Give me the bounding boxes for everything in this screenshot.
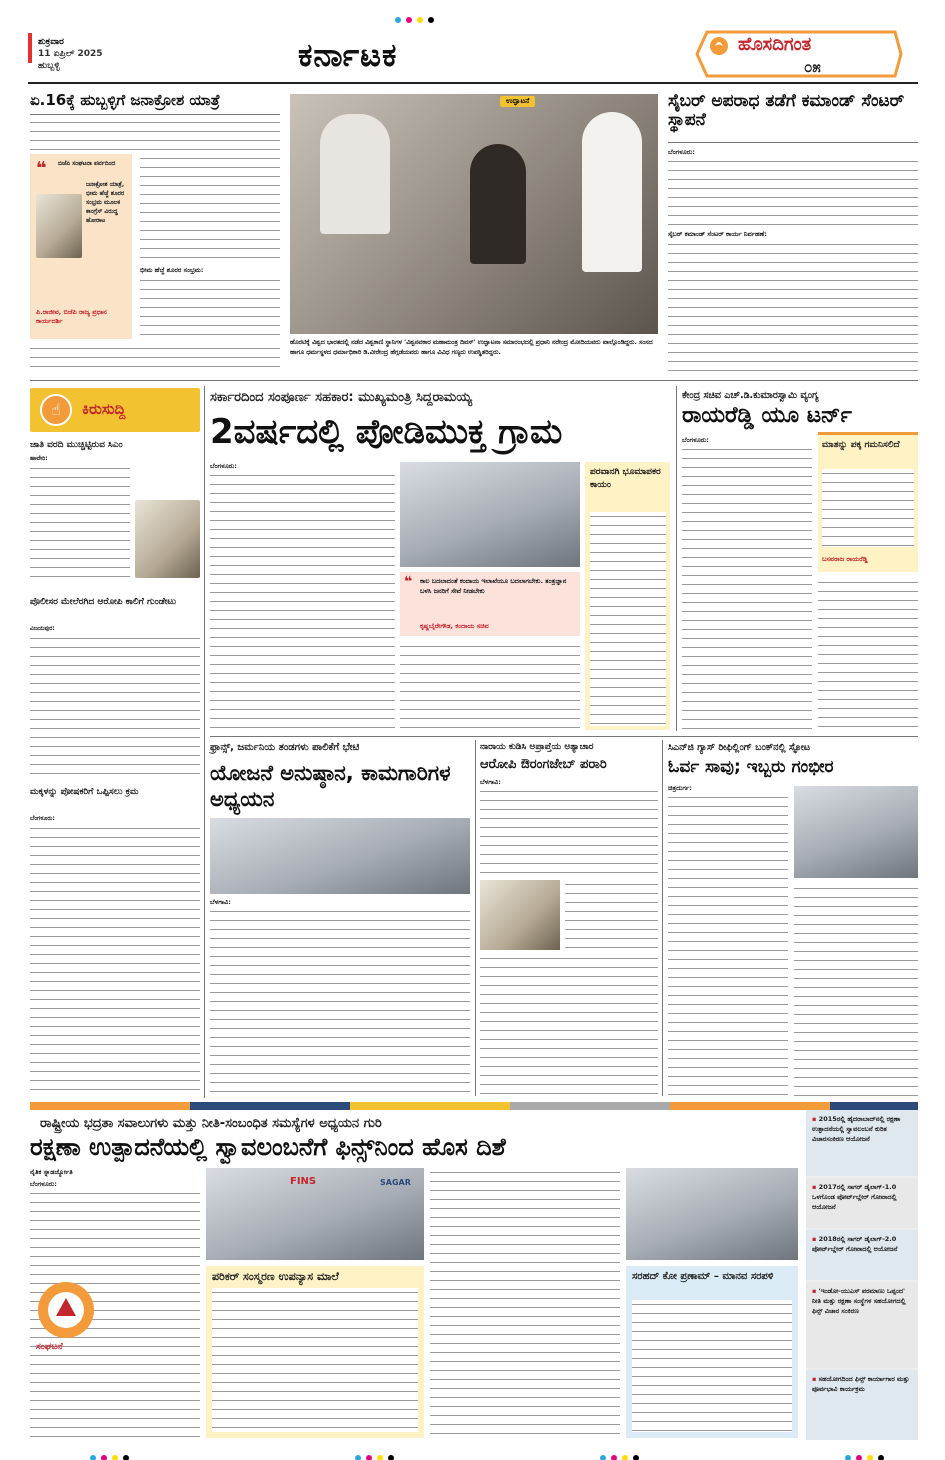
kirusuddi-item-1-headline: ಜಾತಿ ವರದಿ ಮುಚ್ಚಿಟ್ಟಿರುವ ಸಿಎಂ [30,440,123,450]
masthead-date [38,36,103,72]
gram-quote-box [400,572,580,636]
aurang-body-3 [480,954,658,1096]
column-divider [662,740,663,1096]
fins-dateline: ಬೆಂಗಳೂರು: [30,1180,57,1188]
cng-kicker: ಸಿಎನ್‌ಜಿ ಗ್ಯಾಸ್ ರೀಫಿಲ್ಲಿಂಗ್ ಬಂಕ್‌ನಲ್ಲಿ ಸ್ಫೋಟ [668,742,811,753]
masthead-city: ಹುಬ್ಬಳ್ಳಿ [38,61,60,71]
sanghatane-logo [36,1280,96,1340]
section-stripe [30,1102,918,1110]
column-divider [475,740,476,1096]
aurang-dateline: ಬೆಳಗಾವಿ: [480,778,501,786]
timeline-item-text: 'ಇಂಡೋ-ಯುಎಸ್ ಪರಮಾಣು ಒಪ್ಪಂದ' ನೀತಿ ಮತ್ತು ರಕ್ಷಣಾ ಸಂಸ್ಥೆಗಳ ಸಹಯೋಗದಲ್ಲಿ ಫಿನ್ಸ್ ವಿಚಾರ ಸಂಕಿರಣ [812,1287,906,1315]
row-divider [210,736,918,737]
timeline-item [806,1178,918,1228]
masthead-accent-bar [28,33,32,63]
photo-figure [320,114,390,234]
hubli-headline: ಏ.16ಕ್ಕೆ ಹುಬ್ಬಳ್ಳಿಗೆ ಜನಾಕ್ರೋಶ ಯಾತ್ರೆ [30,91,220,109]
lead-photo-caption: ಹೊರಟಿಕ್ಕೆ ವಿಶ್ವದ ಭಾರತದಲ್ಲಿ ನಡೆದ ವಿಶ್ವಕಾಣಿ ಸ್ಥಾನಿಗಳ 'ವಿಶ್ವನವಕಾರ ಮಹಾಮಂತ್ರ ದಿವಸ್' ಉದ್ಘಾಟನಾ ಸಮಾರಂಭದಲ್ಲಿ ಪ್ರಧಾನಿ ನರೇಂದ್ರ ಮೋದಿಯವರು ಪಾಲ್ಗೊಂಡಿದ್ದರು. ಸಂಸದ ಹಾಗೂ ಧರ್ಮಸ್ಥಳದ ಧರ್ಮಾಧಿಕಾರಿ ಡಿ.ವೀರೇಂದ್ರ ಹೆಗ್ಗಡೆಯವರು ಹಾಗೂ ವಿವಿಧ ಗಣ್ಯರು ಉಪಸ್ಥಿತರಿದ್ದರು. [290,339,653,356]
cyber-headline: ಸೈಬರ್ ಅಪರಾಧ ತಡೆಗೆ ಕಮಾಂಡ್ ಸೆಂಟರ್ ಸ್ಥಾಪನೆ [668,91,905,130]
hubli-quote-byline: ಪಿ.ರಾಜೀವ, ಬಿಜೆಪಿ ರಾಜ್ಯ ಪ್ರಧಾನ ಕಾರ್ಯದರ್ಶಿ [36,308,107,325]
fins-kicker: ರಾಷ್ಟ್ರೀಯ ಭದ್ರತಾ ಸವಾಲುಗಳು ಮತ್ತು ನೀತಿ-ಸಂಬಂಧಿತ ಸಮಸ್ಯೆಗಳ ಅಧ್ಯಯನ ಗುರಿ [40,1116,382,1131]
gram-body-col1 [210,471,395,731]
kirusuddi-item-2-dateline: ವಿಜಯಪುರ: [30,625,55,632]
section-title: ಕರ್ನಾಟಕ [298,36,398,74]
rajeev-portrait [36,194,82,258]
quote-mark-icon: ❝ [404,574,413,590]
lead-photo [290,94,658,334]
column-divider [676,386,677,731]
gram-dateline: ಬೆಂಗಳೂರು: [210,462,237,470]
sarasad-title: ಸರಹದ್ ಕೋ ಪ್ರಣಾಮ್ – ಮಾನವ ಸರಪಳಿ [632,1271,774,1282]
raichur-kicker: ಕೇಂದ್ರ ಸಚಿವ ಎಚ್.ಡಿ.ಕುಮಾರಸ್ವಾಮಿ ವ್ಯಂಗ್ಯ [682,390,819,401]
gram-side-title: ಪರವಾನಗಿ ಭೂಮಾಪಕರ ಕಾಯಂ [590,467,661,490]
cng-headline: ಓರ್ವ ಸಾವು; ಇಬ್ಬರು ಗಂಭೀರ [668,757,834,777]
gram-quote-byline: ಕೃಷ್ಣಬೈರೇಗೌಡ, ಕಂದಾಯ ಸಚಿವ [420,622,489,630]
gram-body-col2 [400,642,580,730]
timeline-item-text: ಸಹಯೋಗದಿಂದ ಫಿನ್ಸ್ ಕಾರ್ಯಾಗಾರ ಮತ್ತು ಪೂರ್ವಭಾವಿ ಕಾರ್ಯಕ್ರಮ [812,1375,910,1393]
sarasad-box [626,1266,798,1438]
timeline-item-text: 2018ರಲ್ಲಿ ಸಾಗರ್ ಡೈಲಾಗ್-2.0 ಪೋರ್ಟ್‌ಬ್ಲೇರ್ ಗೋವಾದಲ್ಲಿ ಆಯೋಜನೆ [812,1235,898,1253]
raichur-box-body [822,469,914,547]
france-kicker: ಫ್ರಾನ್ಸ್, ಜರ್ಮನಿಯ ತಂಡಗಳು ಪಾಲಿಕೆಗೆ ಭೇಟಿ [210,742,360,753]
divider [668,142,918,143]
registration-dots-bottom [90,1446,134,1460]
registration-dots-top [395,8,439,27]
timeline-bullet-icon: ▪ [812,1183,819,1191]
raichur-box-byline: ಬಸವರಾಜ ರಾಯರೆಡ್ಡಿ [822,555,868,563]
gram-kicker: ಸರ್ಕಾರದಿಂದ ಸಂಪೂರ್ಣ ಸಹಕಾರ: ಮುಖ್ಯಮಂತ್ರಿ ಸಿದ್ದರಾಮಯ್ಯ [210,390,472,405]
kirusuddi-item-1-body [30,464,130,582]
hubli-quote-label: ಬಿಜೆಪಿ ಸಂಘಟನಾ ಪರ್ವದಿಂದ [58,160,116,167]
timeline-item [806,1230,918,1280]
raichur-body-col1 [682,445,812,730]
cyber-body-1 [668,157,918,229]
registration-dots-bottom [600,1446,644,1460]
kirusuddi-item-3-headline: ಮಕ್ಕಳನ್ನು ಪೋಷಕರಿಗೆ ಒಪ್ಪಿಸಲು ಕ್ರಮ [30,787,139,797]
photo-figure [582,112,642,272]
cyber-body-2 [668,240,918,372]
quote-mark-icon: ❝ [36,158,47,179]
cng-dateline: ಚಿತ್ರದುರ್ಗ: [668,784,692,792]
aurang-headline: ಆರೋಪಿ ಔರಂಗಜೇಬ್ ಪರಾರಿ [480,757,607,772]
photo-figure [470,144,526,264]
france-dateline: ಬೆಳಗಾವಿ: [210,898,231,906]
fins-photo-2 [626,1168,798,1260]
cng-photo [794,786,918,878]
registration-dots-bottom [845,1446,889,1460]
timeline-bullet-icon: ▪ [812,1287,819,1295]
hubli-quote-text: ಜನಾಕ್ರೋಶ ಯಾತ್ರೆ, ಭೀಮ ಹೆಜ್ಜೆ ಶೂರರ ಸಂಭ್ರಮ ಮೂಲಕ ಕಾಂಗ್ರೆಸ್ ವಿರುದ್ಧ ಹೋರಾಟ [86,181,125,224]
cng-body-col1 [668,793,788,1096]
cyber-dateline: ಬೆಂಗಳೂರು: [668,148,695,156]
page-number: ೦೫ [804,58,821,76]
fins-timeline [806,1110,918,1440]
hubli-body-col1 [140,154,280,264]
kirusuddi-icon: ☝ [40,394,72,426]
aurang-body-2 [565,880,658,950]
timeline-item-text: 2017ರಲ್ಲಿ ಸಾಗರ್ ಡೈಲಾಗ್-1.0 ಒಳಗೊಂಡ ಪೋರ್ಟ್‌ಬ್ಲೇರ್ ಗೋವಾದಲ್ಲಿ ಆಯೋಜನೆ [812,1183,897,1211]
paper-name: ಹೊಸದಿಗಂತ [738,34,812,55]
kirusuddi-item-1-dateline: ಹಾವೇರಿ: [30,455,48,462]
parikar-body [212,1288,418,1432]
timeline-bullet-icon: ▪ [812,1235,819,1243]
gram-headline: 2ವರ್ಷದಲ್ಲಿ ಪೋಡಿಮುಕ್ತ ಗ್ರಾಮ [210,412,563,452]
masthead-rule [28,82,918,84]
fins-byline: ನೈತಿಕ ಸ್ನಾಡರ್ಜ್ಯೋತಿ [30,1168,73,1176]
aurang-illustration [480,880,560,950]
divider [30,114,280,115]
masthead-date-text: 11 ಏಪ್ರಿಲ್ 2025 [38,49,103,59]
kirusuddi-item-3-body [30,824,200,1096]
hubli-quote-box [30,154,132,339]
kirusuddi-item-2-headline: ಪೊಲೀಸರ ಮೇಲೆರಗಿದ ಆರೋಪಿ ಕಾಲಿಗೆ ಗುಂಡೇಟು [30,597,177,607]
cyber-subhead: ಸೈಬರ್ ಕಮಾಂಡ್ ಸೆಂಟರ್ ಕಾರ್ಯ ನಿರ್ವಹಣೆ: [668,230,767,238]
fins-banner-right: SAGAR [380,1178,411,1187]
parikar-title: ಪರಿಕರ್ ಸಂಸ್ಮರಣ ಉಪನ್ಯಾಸ ಮಾಲೆ [212,1270,339,1283]
row-divider [30,380,918,381]
fins-body-col3 [430,1168,620,1438]
hubli-body-lead [30,118,280,152]
timeline-item [806,1370,918,1440]
timeline-bullet-icon: ▪ [812,1115,819,1123]
masthead-day: ಶುಕ್ರವಾರ [38,37,64,47]
gram-side-body [590,512,666,726]
lead-photo-tag: ಉದ್ಘಾಟನೆ [500,96,535,107]
sanghatane-logo-text: ಸಂಘಟನೆ [36,1342,63,1352]
raichur-box [818,432,918,572]
timeline-item [806,1110,918,1176]
bommai-portrait [135,500,200,578]
parikar-box [206,1266,424,1438]
france-headline: ಯೋಜನೆ ಅನುಷ್ಠಾನ, ಕಾಮಗಾರಿಗಳ ಅಧ್ಯಯನ [210,761,451,811]
raichur-dateline: ಬೆಂಗಳೂರು: [682,436,709,444]
registration-dots-bottom [355,1446,399,1460]
hubli-subhead: ಭೀಮ ಹೆಜ್ಜೆ ಶೂರರ ಸಂಭ್ರಮ: [140,266,204,274]
kirusuddi-item-3-dateline: ಬೆಂಗಳೂರು: [30,815,55,822]
aurang-body-1 [480,787,658,877]
france-photo [210,818,470,894]
aurang-kicker: ನಾರಾಯ ಕುಡಿಸಿ ಅಪ್ರಾಪ್ತೆಯ ಅತ್ಯಾಚಾರ [480,742,594,752]
raichur-box-title: ಮಾತನ್ನು ಪಕ್ಕ ಗಮನಿಸಲಿದೆ [822,440,900,450]
france-body [210,907,470,1097]
sarasad-body [632,1300,792,1432]
fins-banner-left: FINS [290,1176,317,1187]
timeline-item-text: 2015ರಲ್ಲಿ ಹೈದರಾಬಾದ್‌ನಲ್ಲಿ ರಕ್ಷಣಾ ಉತ್ಪಾದನೆಯಲ್ಲಿ ಸ್ವಾವಲಂಬನೆ ಕುರಿತ ವಿಚಾರಸಂಕಿರಣ ಆಯೋಜನೆ [812,1115,901,1143]
timeline-item [806,1282,918,1368]
raichur-headline: ರಾಯರೆಡ್ಡಿ ಯೂ ಟರ್ನ್ [682,403,852,428]
cng-body-col2 [794,884,918,1096]
gram-photo [400,462,580,567]
fins-headline: ರಕ್ಷಣಾ ಉತ್ಪಾದನೆಯಲ್ಲಿ ಸ್ವಾವಲಂಬನೆಗೆ ಫಿನ್ಸ್‌ನಿಂದ ಹೊಸ ದಿಶೆ [30,1133,506,1161]
hubli-body-tail [30,344,280,372]
kirusuddi-item-2-body [30,634,200,774]
kirusuddi-label: ಕಿರುಸುದ್ದಿ [82,400,126,418]
column-divider [204,386,205,1098]
raichur-body-col2 [818,578,918,730]
timeline-bullet-icon: ▪ [812,1375,819,1383]
hubli-body-col2 [140,276,280,340]
gram-quote-text: ಕಾಲ ಬದಲಾದಂತೆ ಕಂದಾಯ ಇಲಾಖೆಯೂ ಬದಲಾಗಬೇಕು. ತಂತ್ರಜ್ಞಾನ ಬಳಸಿ ಜನರಿಗೆ ಸೇವೆ ನೀಡಬೇಕು [420,577,567,595]
